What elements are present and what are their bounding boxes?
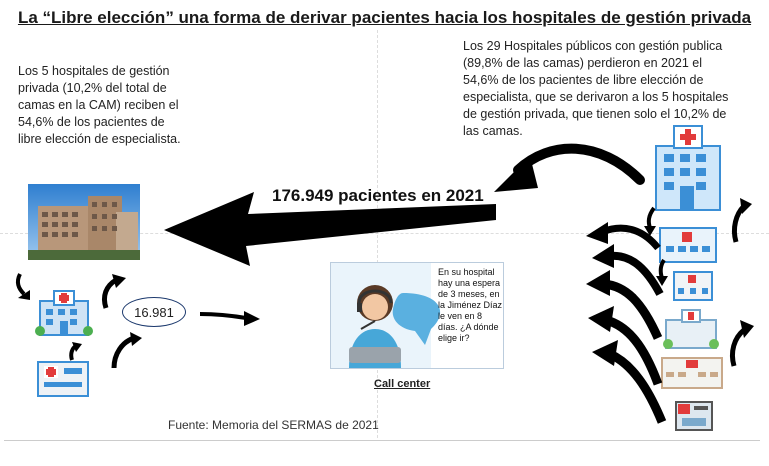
arrow-to-call-center xyxy=(198,308,262,328)
source-note: Fuente: Memoria del SERMAS de 2021 xyxy=(168,418,379,432)
bottom-divider xyxy=(4,440,760,441)
private-hospital-photo xyxy=(28,184,140,260)
call-center-label: Call center xyxy=(374,378,431,390)
small-arrow-right-up-1 xyxy=(728,196,754,244)
page-title: La “Libre elección” una forma de derivar pacientes hacia los hospitales de gestión privada xyxy=(17,8,752,27)
small-arrow-right-down-1 xyxy=(640,206,662,236)
small-arrow-bubble-up xyxy=(108,330,144,370)
curved-arrow-top xyxy=(490,130,650,210)
public-hospitals-note: Los 29 Hospitales públicos con gestión publica (89,8% de las camas) perdieron en 2021 el 54,6% de los pacientes de libre elección de especialista, que se derivaron a los 5 hospitales de gestión privada, que tienen solo el 10,2% de las camas. xyxy=(463,39,729,138)
small-arrow-left-up xyxy=(98,272,128,310)
flow-arrow-right-5 xyxy=(590,326,670,426)
public-hospital-icon-6 xyxy=(672,394,716,432)
small-arrow-left-mid xyxy=(62,340,84,362)
public-hospital-icon-3 xyxy=(670,266,716,302)
public-hospital-icon-large xyxy=(650,120,726,212)
main-arrow-label: 176.949 pacientes en 2021 xyxy=(272,186,484,205)
call-center-message: En su hospital hay una espera de 3 meses, en la Jiménez Díaz le ven en 8 días. ¿A dónde elige ir? xyxy=(438,267,503,343)
private-hospitals-note: Los 5 hospitales de gestión privada (10,2% del total de camas en la CAM) reciben el 54,6% de los pacientes de libre elección de especialista. xyxy=(18,64,181,146)
small-arrow-left-down xyxy=(12,272,40,302)
small-arrow-right-up-2 xyxy=(726,318,756,368)
small-arrow-right-down-2 xyxy=(652,258,672,286)
hospital-icon-left-1 xyxy=(34,287,94,339)
patient-count-bubble: 16.981 xyxy=(122,297,186,327)
